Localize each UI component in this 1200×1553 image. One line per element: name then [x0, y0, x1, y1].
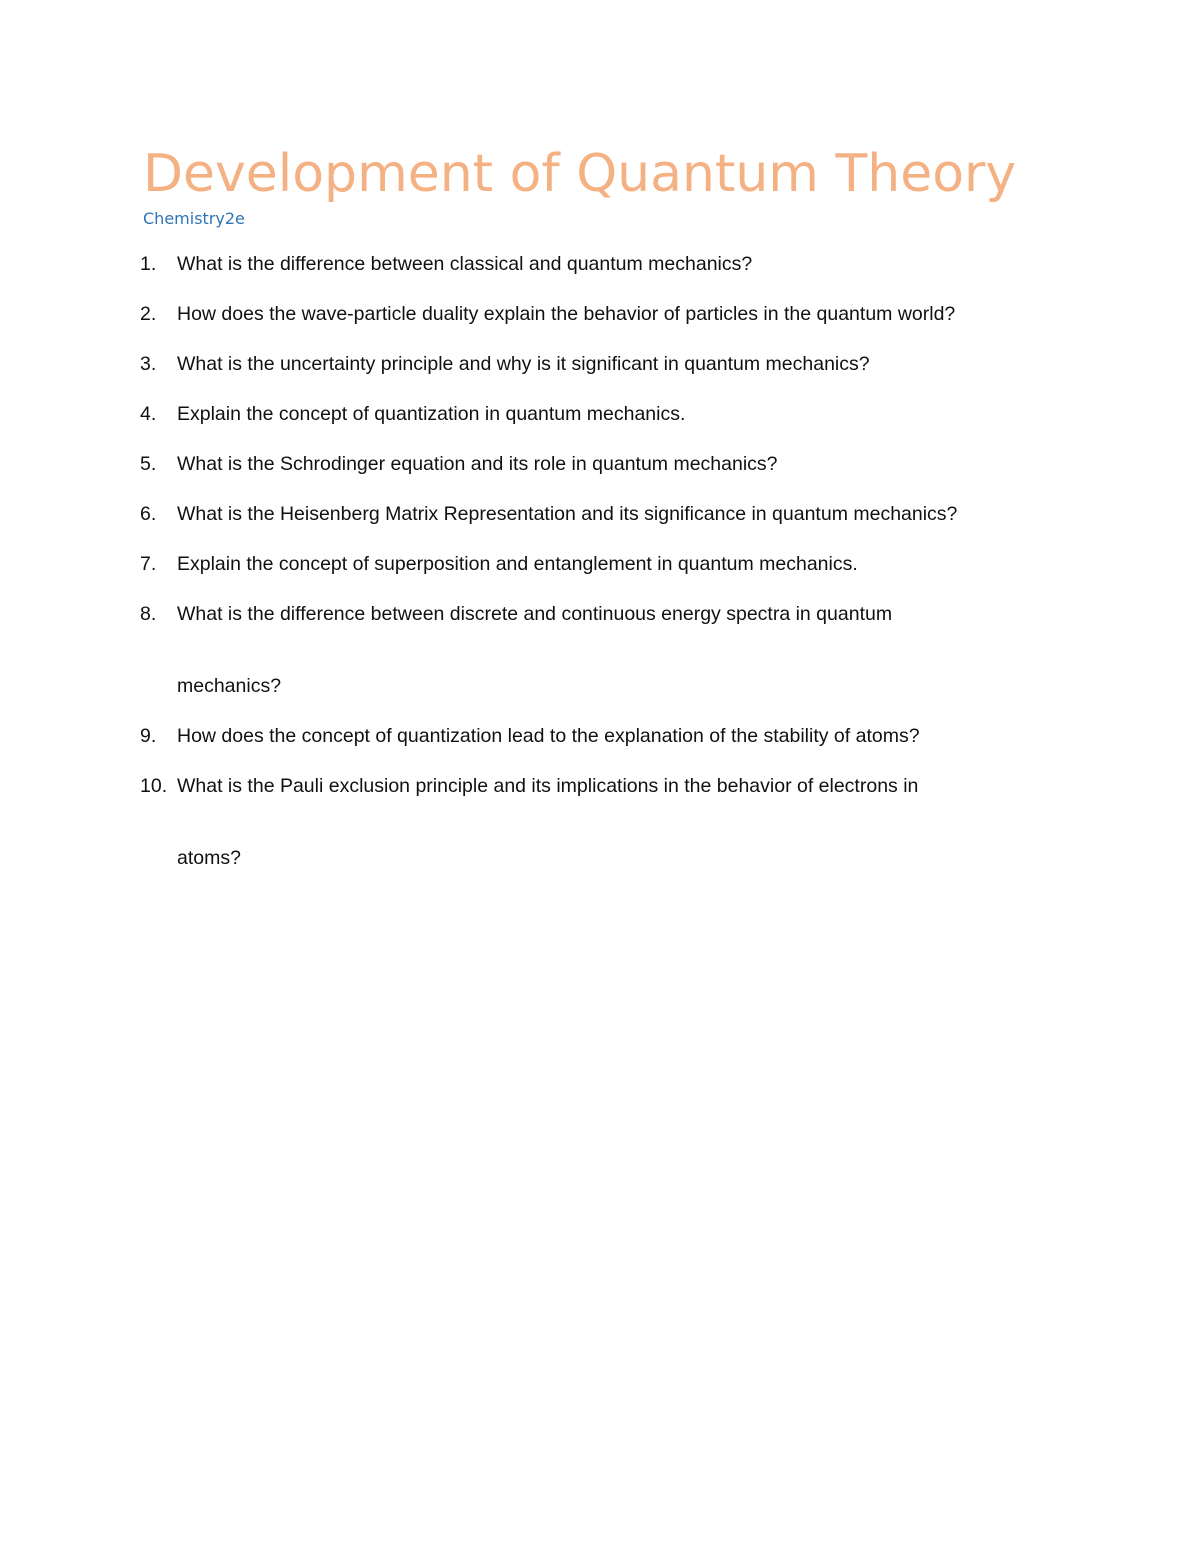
question-text: What is the Heisenberg Matrix Representation and its significance in quantum mechanics? — [177, 503, 958, 525]
question-text-continuation: atoms? — [177, 847, 241, 869]
question-number: 2. — [140, 303, 157, 325]
question-text: Explain the concept of superposition and entanglement in quantum mechanics. — [177, 553, 858, 575]
page-title: Development of Quantum Theory — [143, 144, 1017, 204]
question-number: 5. — [140, 453, 157, 475]
question-text: What is the Pauli exclusion principle and its implications in the behavior of electrons in — [177, 775, 919, 797]
question-text: Explain the concept of quantization in quantum mechanics. — [177, 403, 686, 425]
question-text: What is the difference between discrete and continuous energy spectra in quantum — [177, 603, 893, 625]
question-number: 3. — [140, 353, 157, 375]
page-subtitle: Chemistry2e — [143, 209, 245, 228]
question-number: 8. — [140, 603, 157, 625]
question-number: 1. — [140, 253, 157, 275]
question-number: 9. — [140, 725, 157, 747]
question-text: What is the uncertainty principle and why is it significant in quantum mechanics? — [177, 353, 870, 375]
question-text: How does the wave-particle duality explain the behavior of particles in the quantum world? — [177, 303, 956, 325]
question-text: How does the concept of quantization lead to the explanation of the stability of atoms? — [177, 725, 920, 747]
question-list — [140, 250, 1100, 894]
question-text: What is the Schrodinger equation and its role in quantum mechanics? — [177, 453, 778, 475]
question-item — [140, 750, 1100, 894]
question-number: 10. — [140, 775, 168, 797]
question-text: What is the difference between classical and quantum mechanics? — [177, 253, 753, 275]
question-number: 6. — [140, 503, 157, 525]
question-number: 7. — [140, 553, 157, 575]
question-number: 4. — [140, 403, 157, 425]
question-text-continuation: mechanics? — [177, 675, 282, 697]
